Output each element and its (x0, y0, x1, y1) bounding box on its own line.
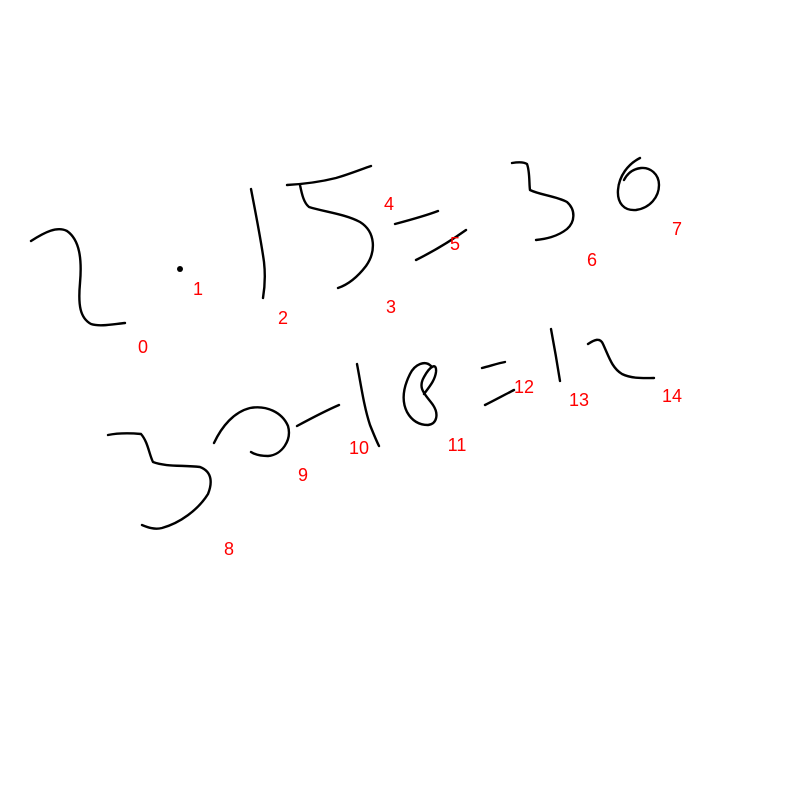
stroke-2-label: 2 (277, 308, 289, 328)
stroke-3-label: 3 (385, 297, 397, 317)
stroke-9-label: 9 (297, 465, 309, 485)
stroke-8-label: 8 (223, 539, 235, 559)
stroke-1-dot (177, 266, 183, 272)
stroke-5-label: 5 (449, 234, 461, 254)
stroke-10-label: 10 (348, 438, 370, 458)
stroke-1-label: 1 (192, 279, 204, 299)
stroke-12-label: 12 (513, 377, 535, 397)
stroke-1 (177, 266, 183, 272)
stroke-4-label: 4 (383, 194, 395, 214)
stroke-0-label: 0 (137, 337, 149, 357)
stroke-13-label: 13 (568, 390, 590, 410)
stroke-14-label: 14 (661, 386, 683, 406)
stroke-11-label: 11 (447, 435, 467, 455)
stroke-7-label: 7 (671, 219, 683, 239)
stroke-6-label: 6 (586, 250, 598, 270)
